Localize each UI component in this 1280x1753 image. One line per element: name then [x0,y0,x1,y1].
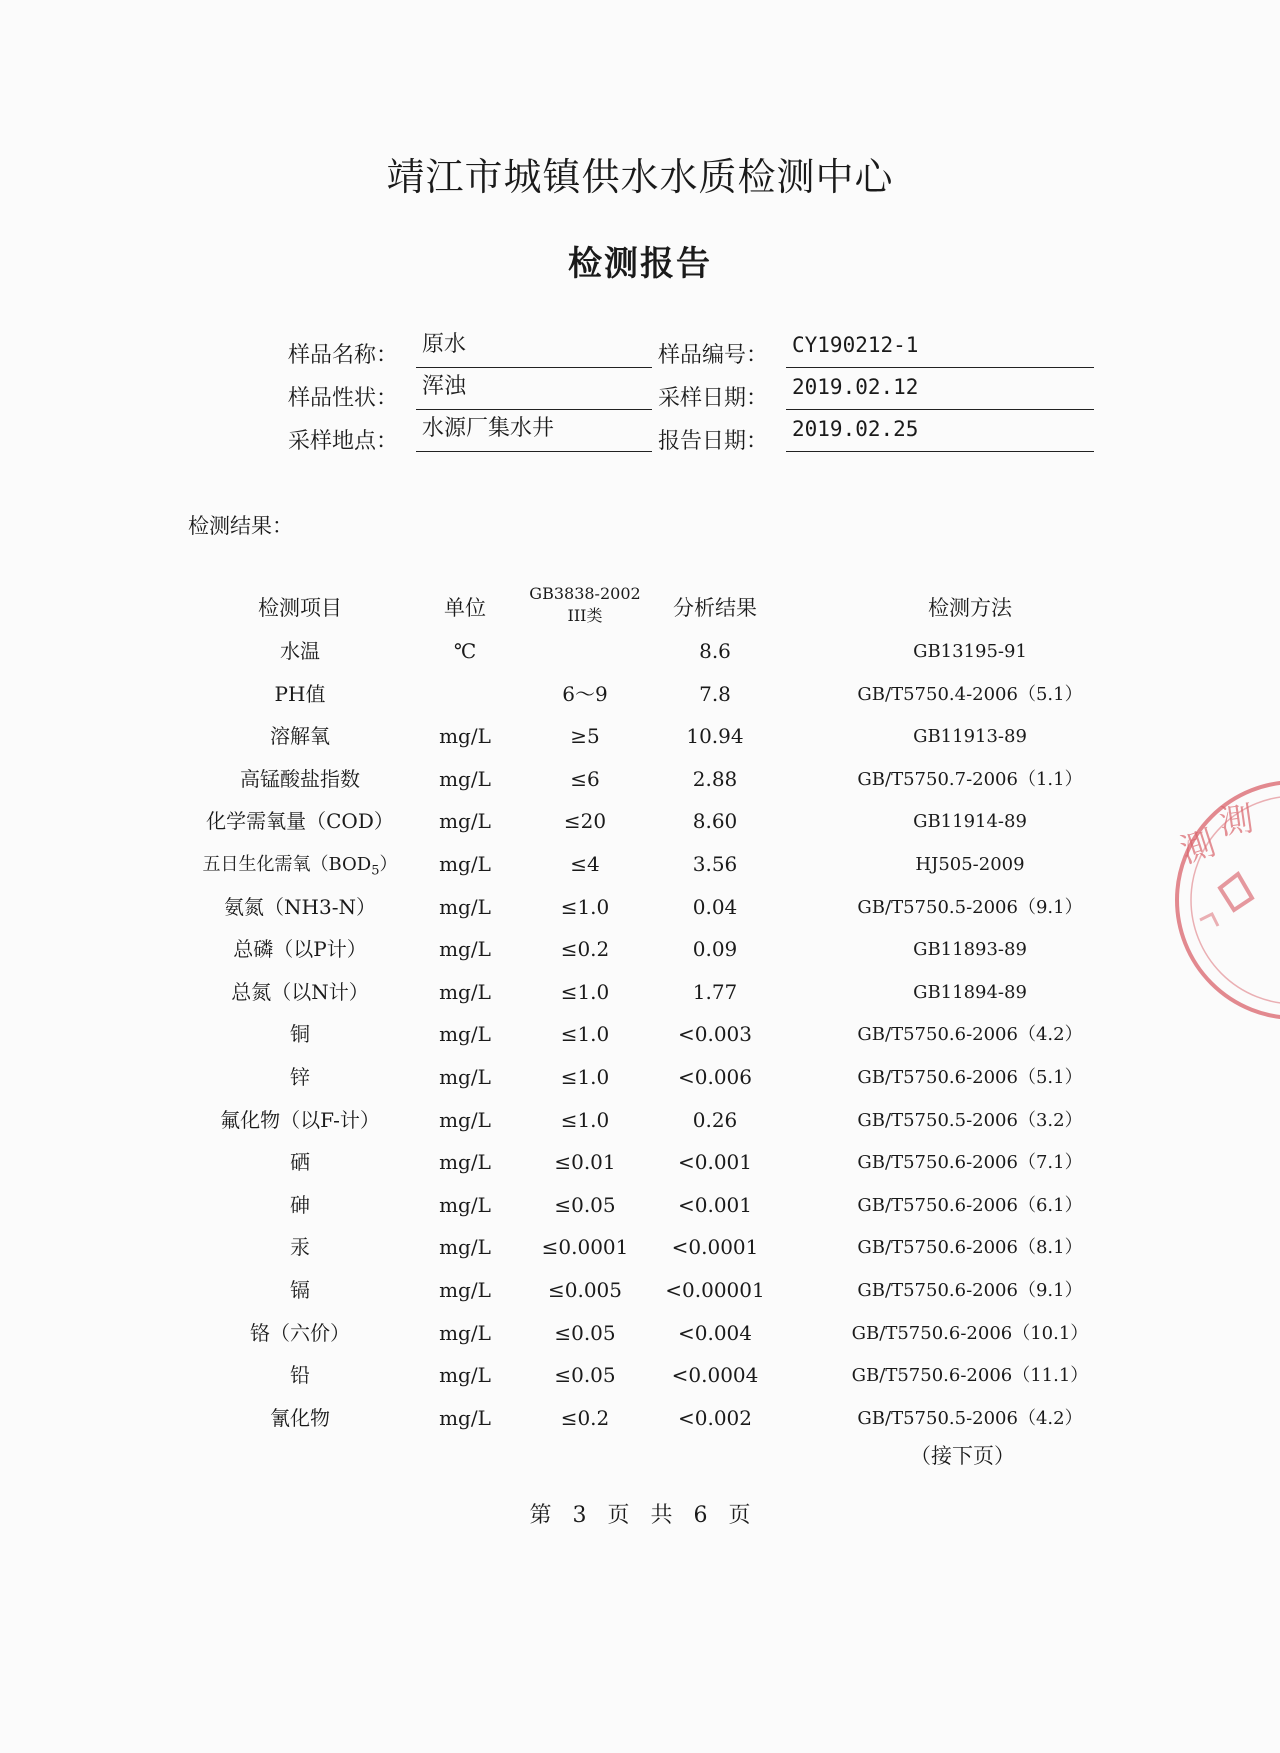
sample-number-label: 样品编号： [658,343,769,368]
cell-standard: ≤1.0 [560,1065,610,1089]
table-row [0,886,1240,929]
cell-standard: ≤20 [563,809,607,834]
cell-method: GB/T5750.6-2006（7.1） [857,1152,1083,1174]
cell-standard: ≤6 [570,766,600,791]
report-date-label: 报告日期： [658,429,769,454]
continue-note: （接下页） [910,1444,1015,1468]
cell-method: GB/T5750.7-2006（1.1） [857,768,1083,790]
cell-result: <0.002 [677,1405,752,1430]
cell-result: 8.6 [699,639,731,663]
cell-standard: ≤1.0 [560,1022,610,1047]
cell-unit: mg/L [439,1235,491,1260]
cell-method: GB/T5750.6-2006（10.1） [851,1322,1089,1344]
cell-method: GB11913-89 [913,726,1027,748]
cell-unit: mg/L [439,937,491,962]
cell-method: GB/T5750.6-2006（4.2） [857,1024,1083,1046]
cell-item: PH值 [274,681,326,706]
cell-method: GB/T5750.5-2006（3.2） [857,1109,1083,1131]
sample-number-value: CY190212-1 [786,330,1094,368]
cell-item: 汞 [290,1235,310,1260]
table-row [0,630,1240,673]
cell-item-text: 五日生化需氧（BOD [202,854,372,875]
header-unit: 单位 [444,596,486,620]
organization-title: 靖江市城镇供水水质检测中心 [386,155,894,199]
svg-text:測: 測 [1175,823,1221,872]
cell-standard: ≤4 [570,852,600,876]
cell-standard: ≤1.0 [560,1107,610,1132]
cell-result: 0.26 [692,1107,738,1132]
cell-method: GB/T5750.6-2006（11.1） [851,1365,1089,1387]
sample-state-value: 浑浊 [416,372,652,410]
cell-result: <0.001 [677,1192,752,1217]
table-row [0,673,1240,716]
sample-state-label: 样品性状： [288,386,399,411]
cell-unit [415,673,515,716]
cell-unit: mg/L [439,852,491,876]
cell-unit: mg/L [439,809,491,834]
cell-result: 2.88 [692,766,738,791]
table-row [0,715,1240,758]
cell-item: 化学需氧量（COD） [206,809,394,834]
sampling-date-value: 2019.02.12 [786,372,1094,410]
cell-method: GB/T5750.5-2006（9.1） [857,896,1083,918]
cell-result: 7.8 [699,681,731,706]
cell-result: <0.001 [677,1150,752,1175]
cell-item: 总氮（以N计） [231,979,369,1004]
cell-standard: ≤0.2 [560,1405,610,1430]
cell-item: 总磷（以P计） [233,937,367,962]
header-standard-line1: GB3838-2002 [529,584,641,603]
cell-standard: ≤0.05 [554,1363,616,1388]
cell-item: 溶解氧 [270,724,330,749]
cell-standard [510,630,660,673]
cell-item: 砷 [290,1192,310,1217]
table-row [0,971,1240,1014]
cell-result: <0.0001 [671,1235,759,1260]
cell-result: 3.56 [692,852,738,876]
cell-item: 氰化物 [270,1405,330,1430]
cell-method: GB/T5750.6-2006（6.1） [857,1194,1083,1216]
cell-item: 氟化物（以F-计） [220,1107,380,1132]
table-row [0,800,1240,843]
cell-standard: ≤1.0 [560,979,610,1004]
svg-text:測: 測 [1216,799,1257,844]
table-row [0,1141,1240,1184]
cell-item-subscript: 5 [371,863,380,879]
cell-method: GB/T5750.6-2006（5.1） [857,1067,1083,1088]
cell-unit: mg/L [439,1065,491,1089]
cell-result: <0.0004 [671,1363,759,1388]
header-standard-line2: III类 [567,606,603,625]
table-row [0,1099,1240,1142]
cell-result: 0.04 [692,894,738,919]
cell-standard: ≤1.0 [560,894,610,919]
table-row [0,1056,1240,1099]
table-row [0,1312,1240,1355]
cell-standard: ≤0.05 [554,1320,616,1345]
report-title: 检测报告 [568,244,712,284]
cell-standard: ≤0.01 [554,1150,616,1175]
header-method: 检测方法 [928,596,1012,620]
cell-item: 镉 [290,1278,310,1302]
cell-item: 铬（六价） [250,1320,350,1345]
cell-item: 高锰酸盐指数 [240,766,360,791]
cell-item-tail: ） [379,854,398,875]
cell-standard: ≤0.0001 [541,1235,629,1260]
cell-method: GB/T5750.4-2006（5.1） [857,683,1083,705]
cell-unit: mg/L [439,1150,491,1175]
table-row [0,928,1240,971]
cell-standard: 6～9 [562,681,608,706]
cell-result: <0.004 [677,1320,752,1345]
table-row [0,1226,1240,1269]
cell-item: 氨氮（NH3-N） [224,894,376,919]
cell-unit: mg/L [439,1192,491,1217]
table-row [0,1013,1240,1056]
cell-item: 铜 [290,1022,310,1047]
cell-unit: mg/L [439,1363,491,1388]
cell-result: <0.00001 [665,1278,765,1302]
cell-result: 10.94 [686,724,744,749]
cell-item [150,843,450,886]
table-row [0,1269,1240,1312]
seal-stamp-icon [1160,770,1280,1030]
cell-unit: mg/L [439,1022,491,1047]
cell-unit: mg/L [439,1320,491,1345]
cell-result: <0.006 [677,1065,752,1089]
cell-method: GB/T5750.6-2006（9.1） [857,1280,1083,1301]
cell-method: GB/T5750.5-2006（4.2） [857,1407,1083,1429]
cell-method: HJ505-2009 [915,854,1025,875]
table-row [0,1397,1240,1440]
cell-unit: mg/L [439,894,491,919]
cell-standard: ≤0.2 [560,937,610,962]
table-row [0,1184,1240,1227]
cell-unit: ℃ [453,639,477,663]
cell-item: 硒 [290,1150,310,1175]
cell-method: GB11893-89 [913,939,1027,961]
cell-method: GB11914-89 [913,811,1027,833]
cell-item: 锌 [290,1065,310,1089]
cell-result: <0.003 [677,1022,752,1047]
cell-method: GB13195-91 [913,641,1027,662]
table-row [0,758,1240,801]
cell-unit: mg/L [439,724,491,749]
cell-method: GB/T5750.6-2006（8.1） [857,1237,1083,1259]
page-footer: 第 3 页 共 6 页 [529,1503,751,1528]
cell-standard: ≤0.005 [547,1278,622,1302]
cell-method: GB11894-89 [913,981,1027,1003]
report-date-value: 2019.02.25 [786,414,1094,452]
results-heading: 检测结果： [188,514,293,538]
sampling-date-label: 采样日期： [658,386,769,411]
cell-unit: mg/L [439,1107,491,1132]
sampling-site-label: 采样地点： [288,429,399,454]
cell-item: 铅 [290,1363,310,1388]
header-standard [510,583,660,627]
cell-standard: ≤0.05 [554,1192,616,1217]
cell-unit: mg/L [439,766,491,791]
table-row [0,843,1240,886]
sample-name-value: 原水 [416,330,652,368]
sample-name-label: 样品名称： [288,343,399,368]
cell-standard: ≥5 [570,724,600,749]
sampling-site-value: 水源厂集水井 [416,414,652,452]
header-result: 分析结果 [673,596,757,620]
header-item: 检测项目 [258,596,342,620]
cell-result: 1.77 [692,979,738,1004]
cell-unit: mg/L [439,1405,491,1430]
cell-item: 水温 [280,639,320,663]
cell-unit: mg/L [439,979,491,1004]
cell-result: 8.60 [692,809,738,834]
cell-result: 0.09 [692,937,738,962]
cell-unit: mg/L [439,1278,491,1302]
table-row [0,1354,1240,1397]
